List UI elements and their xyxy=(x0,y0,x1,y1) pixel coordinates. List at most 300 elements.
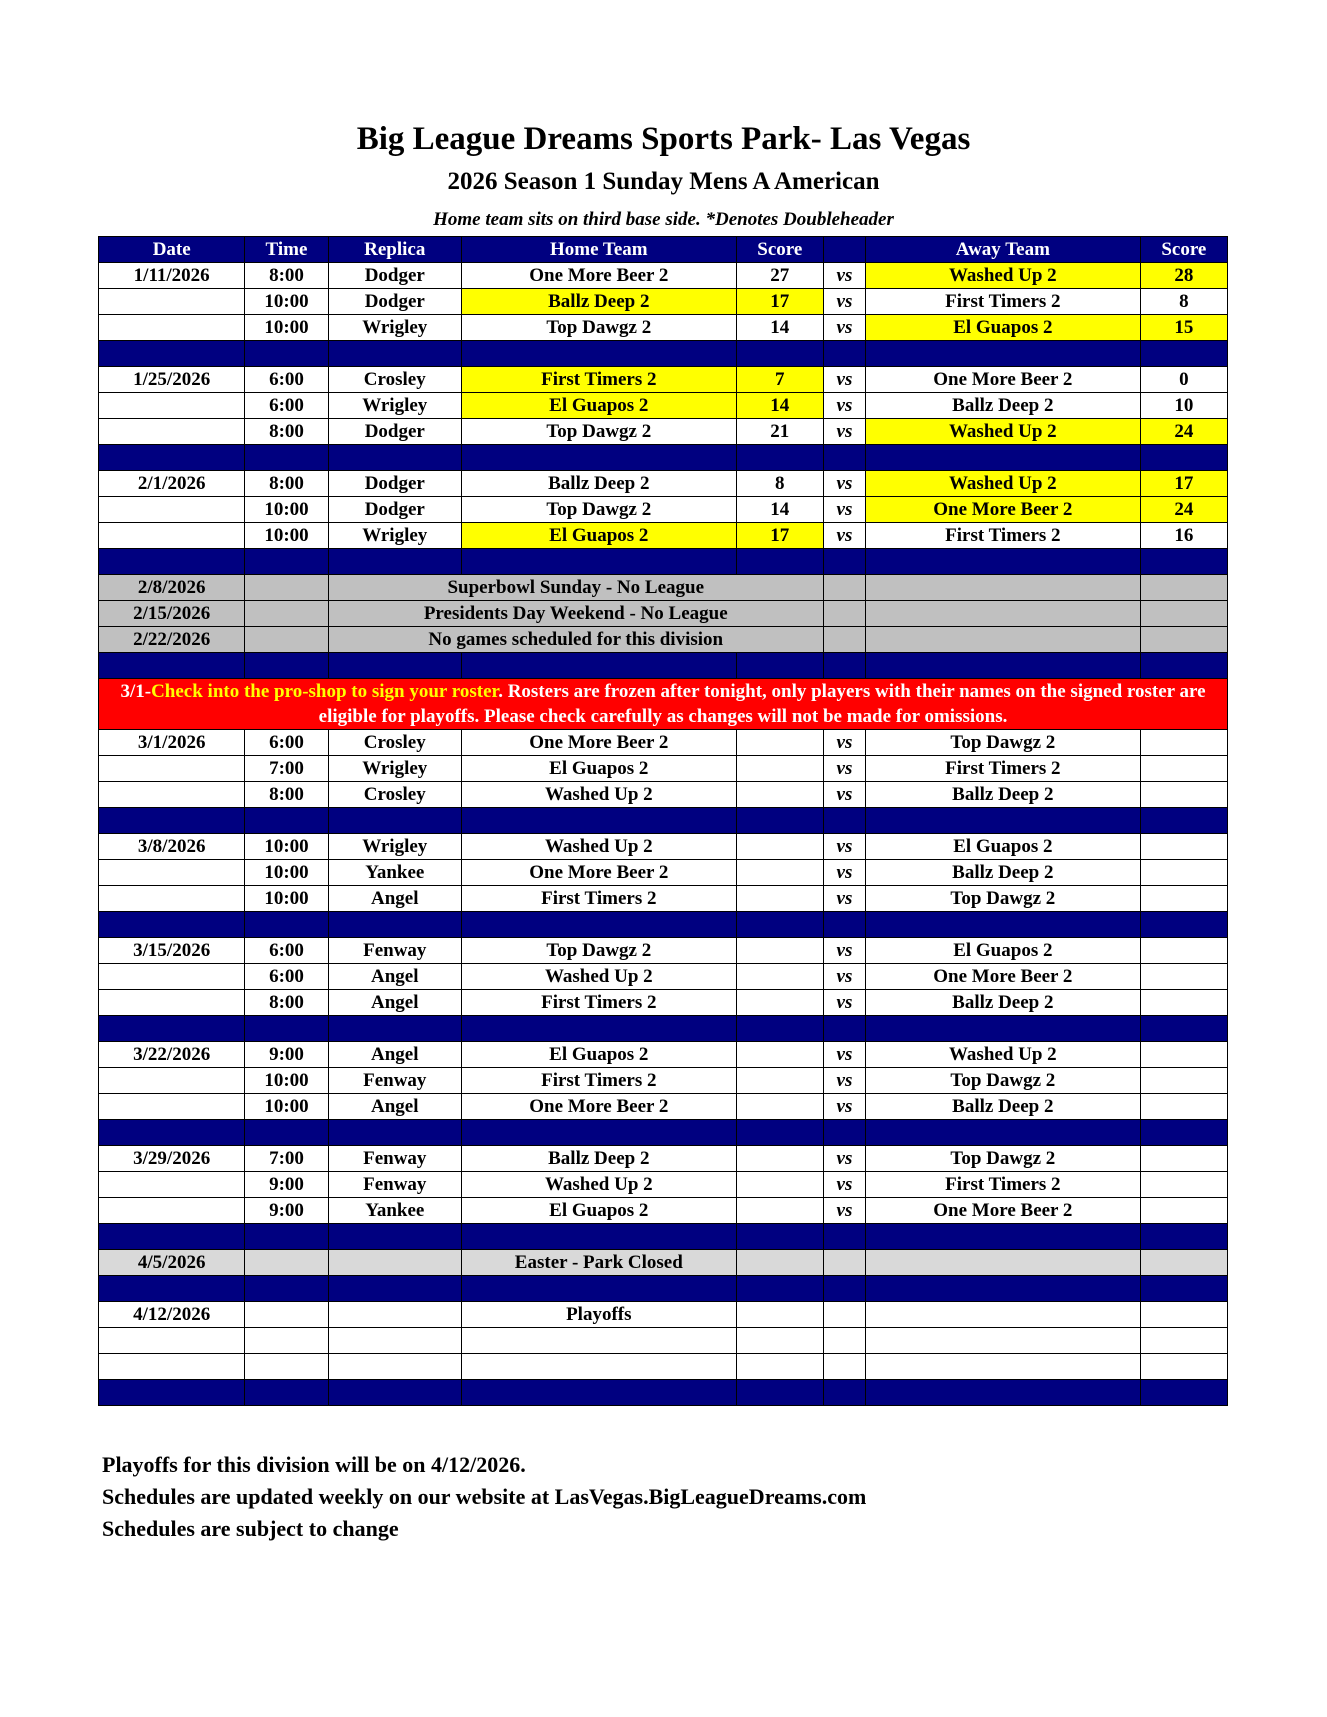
time-cell: 10:00 xyxy=(245,1094,328,1120)
time-cell xyxy=(245,1250,328,1276)
time-cell: 6:00 xyxy=(245,964,328,990)
vs-cell: vs xyxy=(823,730,865,756)
vs-cell: vs xyxy=(823,367,865,393)
date-cell xyxy=(99,990,245,1016)
replica-cell: Fenway xyxy=(328,1146,461,1172)
date-cell xyxy=(99,1094,245,1120)
separator-cell xyxy=(245,341,328,367)
away-team-cell: Washed Up 2 xyxy=(865,1042,1140,1068)
replica-cell xyxy=(328,1302,461,1328)
away-team-cell: Washed Up 2 xyxy=(865,419,1140,445)
time-cell xyxy=(245,575,328,601)
game-row xyxy=(99,263,1228,289)
replica-cell: Yankee xyxy=(328,860,461,886)
home-team-cell: First Timers 2 xyxy=(461,990,736,1016)
separator-cell xyxy=(245,653,328,679)
time-cell: 10:00 xyxy=(245,860,328,886)
separator-cell xyxy=(245,549,328,575)
away-score-cell xyxy=(1140,1198,1227,1224)
col-away-score: Score xyxy=(1140,237,1227,263)
away-team-cell xyxy=(865,1250,1140,1276)
separator-row xyxy=(99,1380,1228,1406)
away-score-cell xyxy=(1140,1068,1227,1094)
separator-cell xyxy=(865,1016,1140,1042)
away-score-cell xyxy=(1140,1354,1227,1380)
separator-row xyxy=(99,1276,1228,1302)
vs-cell: vs xyxy=(823,263,865,289)
game-row xyxy=(99,964,1228,990)
away-score-cell xyxy=(1140,1094,1227,1120)
page-title: Big League Dreams Sports Park- Las Vegas xyxy=(356,121,971,157)
away-score-cell xyxy=(1140,834,1227,860)
col-vs xyxy=(823,237,865,263)
roster-notice-row xyxy=(99,679,1228,730)
game-row xyxy=(99,1198,1228,1224)
replica-cell: Wrigley xyxy=(328,834,461,860)
date-cell: 2/15/2026 xyxy=(99,601,245,627)
separator-cell xyxy=(99,653,245,679)
separator-cell xyxy=(461,1016,736,1042)
date-cell xyxy=(99,315,245,341)
col-date: Date xyxy=(99,237,245,263)
date-cell xyxy=(99,964,245,990)
separator-cell xyxy=(736,1380,823,1406)
away-team-cell: First Timers 2 xyxy=(865,289,1140,315)
no-league-text: No games scheduled for this division xyxy=(328,627,823,653)
separator-row xyxy=(99,1016,1228,1042)
no-league-row xyxy=(99,575,1228,601)
date-cell: 2/22/2026 xyxy=(99,627,245,653)
separator-cell xyxy=(461,341,736,367)
separator-cell xyxy=(736,549,823,575)
game-row xyxy=(99,990,1228,1016)
time-cell: 10:00 xyxy=(245,886,328,912)
separator-cell xyxy=(245,445,328,471)
replica-cell: Dodger xyxy=(328,289,461,315)
home-score-cell xyxy=(736,1302,823,1328)
home-team-cell: El Guapos 2 xyxy=(461,1042,736,1068)
separator-cell xyxy=(823,653,865,679)
away-score-cell xyxy=(1140,1042,1227,1068)
away-score-cell xyxy=(1140,886,1227,912)
separator-cell xyxy=(1140,808,1227,834)
away-team-cell: First Timers 2 xyxy=(865,756,1140,782)
home-score-cell xyxy=(736,1042,823,1068)
vs-cell: vs xyxy=(823,497,865,523)
separator-cell xyxy=(461,808,736,834)
away-team-cell: Washed Up 2 xyxy=(865,263,1140,289)
separator-cell xyxy=(99,1016,245,1042)
separator-cell xyxy=(823,1380,865,1406)
separator-cell xyxy=(245,1380,328,1406)
game-row xyxy=(99,938,1228,964)
notice-date: 3/1- xyxy=(120,681,152,702)
home-team-cell xyxy=(461,1328,736,1354)
date-cell xyxy=(99,523,245,549)
home-score-cell xyxy=(736,756,823,782)
replica-cell xyxy=(328,1328,461,1354)
home-score-cell: 21 xyxy=(736,419,823,445)
page-subtitle: 2026 Season 1 Sunday Mens A American xyxy=(447,168,880,195)
playoff-row xyxy=(99,1328,1228,1354)
vs-cell: vs xyxy=(823,315,865,341)
home-score-cell xyxy=(736,860,823,886)
game-row xyxy=(99,289,1228,315)
separator-cell xyxy=(461,653,736,679)
home-team-cell: Washed Up 2 xyxy=(461,964,736,990)
separator-cell xyxy=(736,1224,823,1250)
away-team-cell: El Guapos 2 xyxy=(865,315,1140,341)
away-team-cell: First Timers 2 xyxy=(865,1172,1140,1198)
home-team-cell: First Timers 2 xyxy=(461,367,736,393)
home-team-cell: Ballz Deep 2 xyxy=(461,289,736,315)
away-team-cell: El Guapos 2 xyxy=(865,938,1140,964)
replica-cell: Fenway xyxy=(328,1172,461,1198)
away-team-cell xyxy=(865,601,1140,627)
home-team-cell: Ballz Deep 2 xyxy=(461,1146,736,1172)
away-team-cell xyxy=(865,1302,1140,1328)
game-row xyxy=(99,1068,1228,1094)
home-score-cell: 14 xyxy=(736,315,823,341)
date-cell xyxy=(99,289,245,315)
separator-cell xyxy=(99,1380,245,1406)
away-team-cell xyxy=(865,575,1140,601)
home-team-cell: Top Dawgz 2 xyxy=(461,497,736,523)
replica-cell: Wrigley xyxy=(328,756,461,782)
away-score-cell xyxy=(1140,627,1227,653)
time-cell: 9:00 xyxy=(245,1198,328,1224)
schedule-table xyxy=(98,236,1228,1406)
notice-highlight: Check into the pro-shop to sign your roster xyxy=(151,681,499,702)
away-team-cell: Top Dawgz 2 xyxy=(865,1146,1140,1172)
time-cell xyxy=(245,1354,328,1380)
separator-cell xyxy=(865,808,1140,834)
vs-cell xyxy=(823,1354,865,1380)
separator-cell xyxy=(823,1224,865,1250)
replica-cell: Crosley xyxy=(328,367,461,393)
col-away-team: Away Team xyxy=(865,237,1140,263)
separator-row xyxy=(99,341,1228,367)
separator-cell xyxy=(328,912,461,938)
separator-cell xyxy=(99,549,245,575)
replica-cell: Dodger xyxy=(328,497,461,523)
away-score-cell: 24 xyxy=(1140,497,1227,523)
separator-cell xyxy=(865,653,1140,679)
date-cell xyxy=(99,497,245,523)
replica-cell: Angel xyxy=(328,1094,461,1120)
home-team-cell: First Timers 2 xyxy=(461,1068,736,1094)
page-note: Home team sits on third base side. *Denotes Doubleheader xyxy=(433,209,894,230)
separator-cell xyxy=(328,1380,461,1406)
home-score-cell xyxy=(736,1172,823,1198)
home-team-cell: Playoffs xyxy=(461,1302,736,1328)
date-cell: 4/5/2026 xyxy=(99,1250,245,1276)
time-cell: 8:00 xyxy=(245,419,328,445)
home-score-cell xyxy=(736,1354,823,1380)
separator-cell xyxy=(1140,445,1227,471)
date-cell xyxy=(99,886,245,912)
home-score-cell: 14 xyxy=(736,393,823,419)
away-score-cell: 17 xyxy=(1140,471,1227,497)
game-row xyxy=(99,756,1228,782)
game-row xyxy=(99,419,1228,445)
away-score-cell: 24 xyxy=(1140,419,1227,445)
separator-cell xyxy=(328,653,461,679)
vs-cell: vs xyxy=(823,523,865,549)
separator-cell xyxy=(865,1380,1140,1406)
replica-cell: Crosley xyxy=(328,730,461,756)
game-row xyxy=(99,393,1228,419)
home-score-cell xyxy=(736,1094,823,1120)
home-team-cell: Washed Up 2 xyxy=(461,834,736,860)
home-score-cell xyxy=(736,834,823,860)
vs-cell xyxy=(823,601,865,627)
home-team-cell: Washed Up 2 xyxy=(461,1172,736,1198)
away-score-cell xyxy=(1140,990,1227,1016)
date-cell xyxy=(99,1198,245,1224)
replica-cell: Angel xyxy=(328,964,461,990)
separator-cell xyxy=(736,1120,823,1146)
replica-cell: Yankee xyxy=(328,1198,461,1224)
game-row xyxy=(99,497,1228,523)
away-score-cell xyxy=(1140,964,1227,990)
home-score-cell xyxy=(736,1328,823,1354)
away-score-cell xyxy=(1140,1302,1227,1328)
away-score-cell: 28 xyxy=(1140,263,1227,289)
date-cell xyxy=(99,860,245,886)
separator-cell xyxy=(1140,341,1227,367)
away-team-cell: One More Beer 2 xyxy=(865,1198,1140,1224)
away-score-cell xyxy=(1140,575,1227,601)
away-score-cell xyxy=(1140,1250,1227,1276)
home-team-cell: El Guapos 2 xyxy=(461,523,736,549)
footer-website: Schedules are updated weekly on our website at LasVegas.BigLeagueDreams.com xyxy=(102,1484,867,1509)
vs-cell xyxy=(823,575,865,601)
vs-cell: vs xyxy=(823,1198,865,1224)
away-team-cell: One More Beer 2 xyxy=(865,497,1140,523)
separator-cell xyxy=(461,549,736,575)
away-score-cell xyxy=(1140,756,1227,782)
vs-cell: vs xyxy=(823,756,865,782)
time-cell: 10:00 xyxy=(245,1068,328,1094)
date-cell: 2/1/2026 xyxy=(99,471,245,497)
separator-cell xyxy=(1140,1224,1227,1250)
home-team-cell xyxy=(461,1354,736,1380)
date-cell xyxy=(99,1068,245,1094)
separator-cell xyxy=(823,912,865,938)
replica-cell: Wrigley xyxy=(328,523,461,549)
away-team-cell xyxy=(865,1328,1140,1354)
separator-cell xyxy=(245,1276,328,1302)
separator-cell xyxy=(245,1016,328,1042)
vs-cell: vs xyxy=(823,860,865,886)
home-team-cell: Top Dawgz 2 xyxy=(461,938,736,964)
separator-cell xyxy=(823,341,865,367)
home-team-cell: Top Dawgz 2 xyxy=(461,419,736,445)
time-cell xyxy=(245,627,328,653)
away-score-cell xyxy=(1140,1172,1227,1198)
separator-row xyxy=(99,912,1228,938)
separator-cell xyxy=(865,549,1140,575)
vs-cell: vs xyxy=(823,886,865,912)
time-cell: 10:00 xyxy=(245,523,328,549)
separator-cell xyxy=(1140,1276,1227,1302)
away-team-cell: One More Beer 2 xyxy=(865,964,1140,990)
date-cell: 2/8/2026 xyxy=(99,575,245,601)
footer-playoffs: Playoffs for this division will be on 4/12/2026. xyxy=(102,1452,526,1477)
date-cell xyxy=(99,393,245,419)
away-team-cell xyxy=(865,627,1140,653)
separator-cell xyxy=(245,1120,328,1146)
replica-cell: Angel xyxy=(328,886,461,912)
home-team-cell: First Timers 2 xyxy=(461,886,736,912)
home-score-cell xyxy=(736,1250,823,1276)
time-cell: 6:00 xyxy=(245,393,328,419)
time-cell: 10:00 xyxy=(245,834,328,860)
time-cell: 9:00 xyxy=(245,1172,328,1198)
away-team-cell: Ballz Deep 2 xyxy=(865,1094,1140,1120)
vs-cell: vs xyxy=(823,1172,865,1198)
away-team-cell: Top Dawgz 2 xyxy=(865,1068,1140,1094)
home-score-cell xyxy=(736,938,823,964)
date-cell: 3/29/2026 xyxy=(99,1146,245,1172)
separator-cell xyxy=(736,808,823,834)
vs-cell: vs xyxy=(823,990,865,1016)
vs-cell: vs xyxy=(823,1042,865,1068)
vs-cell: vs xyxy=(823,782,865,808)
date-cell xyxy=(99,1354,245,1380)
separator-cell xyxy=(328,445,461,471)
game-row xyxy=(99,886,1228,912)
separator-cell xyxy=(736,653,823,679)
home-score-cell xyxy=(736,1068,823,1094)
separator-cell xyxy=(736,1016,823,1042)
date-cell xyxy=(99,756,245,782)
home-team-cell: El Guapos 2 xyxy=(461,756,736,782)
col-home-team: Home Team xyxy=(461,237,736,263)
separator-cell xyxy=(99,1224,245,1250)
away-team-cell: Top Dawgz 2 xyxy=(865,730,1140,756)
footer-disclaimer: Schedules are subject to change xyxy=(102,1516,399,1541)
replica-cell: Dodger xyxy=(328,263,461,289)
away-score-cell xyxy=(1140,1328,1227,1354)
game-row xyxy=(99,471,1228,497)
date-cell: 3/1/2026 xyxy=(99,730,245,756)
separator-cell xyxy=(736,341,823,367)
separator-cell xyxy=(99,808,245,834)
replica-cell: Angel xyxy=(328,990,461,1016)
game-row xyxy=(99,1172,1228,1198)
separator-cell xyxy=(736,445,823,471)
date-cell: 3/22/2026 xyxy=(99,1042,245,1068)
separator-cell xyxy=(245,912,328,938)
game-row xyxy=(99,1094,1228,1120)
time-cell: 6:00 xyxy=(245,938,328,964)
game-row xyxy=(99,315,1228,341)
away-team-cell: Ballz Deep 2 xyxy=(865,990,1140,1016)
away-score-cell: 16 xyxy=(1140,523,1227,549)
vs-cell: vs xyxy=(823,834,865,860)
col-replica: Replica xyxy=(328,237,461,263)
separator-cell xyxy=(736,912,823,938)
home-score-cell: 17 xyxy=(736,523,823,549)
away-team-cell: First Timers 2 xyxy=(865,523,1140,549)
col-time: Time xyxy=(245,237,328,263)
playoff-row xyxy=(99,1302,1228,1328)
separator-cell xyxy=(1140,549,1227,575)
home-score-cell: 14 xyxy=(736,497,823,523)
separator-row xyxy=(99,808,1228,834)
separator-cell xyxy=(245,1224,328,1250)
game-row xyxy=(99,523,1228,549)
separator-cell xyxy=(461,1120,736,1146)
replica-cell: Dodger xyxy=(328,471,461,497)
home-team-cell: One More Beer 2 xyxy=(461,1094,736,1120)
home-score-cell xyxy=(736,782,823,808)
separator-cell xyxy=(461,445,736,471)
separator-cell xyxy=(823,1276,865,1302)
separator-row xyxy=(99,445,1228,471)
separator-cell xyxy=(865,1120,1140,1146)
away-team-cell: Top Dawgz 2 xyxy=(865,886,1140,912)
away-team-cell: Ballz Deep 2 xyxy=(865,393,1140,419)
vs-cell: vs xyxy=(823,964,865,990)
separator-cell xyxy=(1140,912,1227,938)
game-row xyxy=(99,834,1228,860)
time-cell: 8:00 xyxy=(245,471,328,497)
away-team-cell: Ballz Deep 2 xyxy=(865,782,1140,808)
col-home-score: Score xyxy=(736,237,823,263)
separator-cell xyxy=(99,1120,245,1146)
date-cell: 1/11/2026 xyxy=(99,263,245,289)
time-cell: 7:00 xyxy=(245,1146,328,1172)
separator-cell xyxy=(823,1120,865,1146)
away-score-cell xyxy=(1140,782,1227,808)
separator-row xyxy=(99,549,1228,575)
vs-cell: vs xyxy=(823,938,865,964)
time-cell: 10:00 xyxy=(245,497,328,523)
away-team-cell: Ballz Deep 2 xyxy=(865,860,1140,886)
home-score-cell: 8 xyxy=(736,471,823,497)
separator-cell xyxy=(823,549,865,575)
table-header-row xyxy=(99,237,1228,263)
away-score-cell xyxy=(1140,938,1227,964)
away-score-cell xyxy=(1140,730,1227,756)
separator-cell xyxy=(461,1224,736,1250)
time-cell: 7:00 xyxy=(245,756,328,782)
game-row xyxy=(99,782,1228,808)
separator-cell xyxy=(736,1276,823,1302)
vs-cell: vs xyxy=(823,471,865,497)
home-team-cell: Washed Up 2 xyxy=(461,782,736,808)
separator-row xyxy=(99,1120,1228,1146)
date-cell: 1/25/2026 xyxy=(99,367,245,393)
vs-cell xyxy=(823,627,865,653)
home-score-cell: 7 xyxy=(736,367,823,393)
separator-cell xyxy=(865,341,1140,367)
replica-cell: Angel xyxy=(328,1042,461,1068)
separator-cell xyxy=(865,1276,1140,1302)
playoff-row xyxy=(99,1354,1228,1380)
separator-cell xyxy=(1140,1120,1227,1146)
separator-cell xyxy=(823,808,865,834)
separator-cell xyxy=(865,445,1140,471)
time-cell: 6:00 xyxy=(245,730,328,756)
away-score-cell xyxy=(1140,1146,1227,1172)
game-row xyxy=(99,1146,1228,1172)
separator-cell xyxy=(328,1224,461,1250)
separator-cell xyxy=(328,549,461,575)
